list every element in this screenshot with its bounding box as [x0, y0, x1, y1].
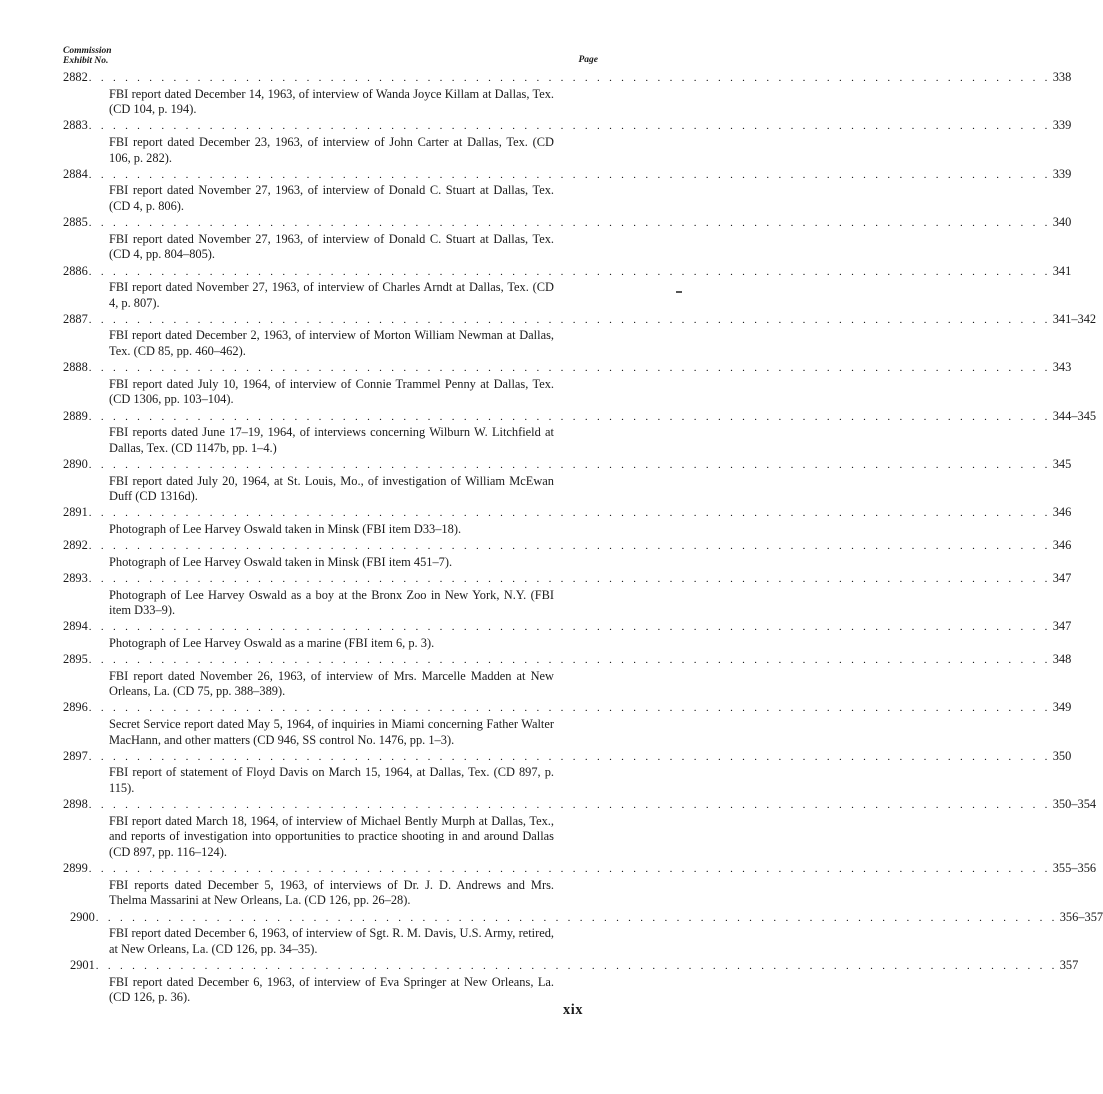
header-commission: Commission: [63, 46, 112, 56]
exhibit-entry: [63, 118, 1072, 166]
exhibit-entry: [63, 957, 1079, 1006]
exhibit-description: FBI report dated July 20, 1964, at St. Louis, Mo., of investigation of William McEwan Duff (CD 1316d).: [109, 473, 554, 504]
exhibit-number: 2895: [63, 652, 88, 667]
exhibit-entry-line: [63, 457, 1072, 474]
index-page: [63, 44, 1103, 1006]
page-folio: xix: [563, 1002, 584, 1018]
exhibit-description: FBI reports dated June 17–19, 1964, of interviews concerning Wilburn W. Litchfield at Dallas, Tex. (CD 1147b, pp. 1–4.): [109, 425, 554, 455]
dot-leader: . . . . . . . . . . . . . . . . . . . . . . . . . . . . . . . . . . . . . . . . . . . . . . . . . . . . . . . . . . . . . . . . . . . . . . . . . . . . . . . .: [88, 362, 1051, 375]
dot-leader: . . . . . . . . . . . . . . . . . . . . . . . . . . . . . . . . . . . . . . . . . . . . . . . . . . . . . . . . . . . . . . . . . . . . . . . . . . . . . . . .: [88, 540, 1051, 553]
exhibit-list: [63, 70, 1103, 1006]
exhibit-number: 2883: [63, 118, 88, 133]
exhibit-page: 349: [1052, 700, 1072, 715]
exhibit-entry-line: [63, 957, 1079, 975]
exhibit-number: 2892: [63, 538, 88, 553]
dot-leader: . . . . . . . . . . . . . . . . . . . . . . . . . . . . . . . . . . . . . . . . . . . . . . . . . . . . . . . . . . . . . . . . . . . . . . . . . . . . . . . .: [88, 654, 1051, 667]
exhibit-description: Photograph of Lee Harvey Oswald as a marine (FBI item 6, p. 3).: [109, 635, 435, 650]
exhibit-entry-line: [63, 652, 1072, 669]
dot-leader: . . . . . . . . . . . . . . . . . . . . . . . . . . . . . . . . . . . . . . . . . . . . . . . . . . . . . . . . . . . . . . . . . . . . . . . . . . . . . . . .: [88, 265, 1051, 278]
exhibit-description: FBI report dated March 18, 1964, of interview of Michael Bently Murph at Dallas, Tex., and reports of investigation into opportunities to practice shooting in and around Dallas (CD 897, pp. 116–124).: [109, 813, 554, 859]
exhibit-number: 2894: [63, 619, 88, 634]
exhibit-page: 347: [1052, 619, 1072, 634]
exhibit-number: 2899: [63, 861, 88, 876]
exhibit-description: FBI report dated November 27, 1963, of interview of Charles Arndt at Dallas, Tex. (CD 4, p. 807).: [109, 280, 554, 310]
exhibit-entry: [63, 408, 1097, 457]
exhibit-number: 2887: [63, 311, 88, 326]
exhibit-description: FBI report dated November 26, 1963, of interview of Mrs. Marcelle Madden at New Orleans, La. (CD 75, pp. 388–389).: [109, 668, 554, 699]
exhibit-entry: [63, 70, 1072, 118]
exhibit-number: 2882: [63, 70, 88, 84]
exhibit-description: FBI report dated December 14, 1963, of interview of Wanda Joyce Killam at Dallas, Tex. (CD 104, p. 194).: [109, 86, 554, 117]
dot-leader: . . . . . . . . . . . . . . . . . . . . . . . . . . . . . . . . . . . . . . . . . . . . . . . . . . . . . . . . . . . . . . . . . . . . . . . . . . . . . . . .: [88, 572, 1051, 585]
exhibit-entry: [63, 166, 1072, 215]
exhibit-page: 341: [1052, 263, 1072, 278]
dot-leader: . . . . . . . . . . . . . . . . . . . . . . . . . . . . . . . . . . . . . . . . . . . . . . . . . . . . . . . . . . . . . . . . . . . . . . . . . . . . . . . .: [88, 863, 1051, 876]
exhibit-description: FBI report dated December 6, 1963, of interview of Sgt. R. M. Davis, U.S. Army, retired, at New Orleans, La. (CD 126, pp. 34–35).: [109, 926, 554, 956]
exhibit-page: 348: [1052, 652, 1072, 667]
exhibit-page: 350–354: [1052, 797, 1097, 812]
dot-leader: . . . . . . . . . . . . . . . . . . . . . . . . . . . . . . . . . . . . . . . . . . . . . . . . . . . . . . . . . . . . . . . . . . . . . . . . . . . . . . . .: [95, 911, 1058, 924]
exhibit-entry-line: [63, 166, 1072, 184]
exhibit-entry-line: [63, 797, 1097, 814]
exhibit-description: FBI report of statement of Floyd Davis on March 15, 1964, at Dallas, Tex. (CD 897, p. 115).: [109, 765, 554, 796]
exhibit-page: 356–357: [1059, 909, 1103, 924]
exhibit-description: FBI report dated July 10, 1964, of interview of Connie Trammel Penny at Dallas, Tex. (CD 1306, pp. 103–104).: [109, 376, 554, 407]
dot-leader: . . . . . . . . . . . . . . . . . . . . . . . . . . . . . . . . . . . . . . . . . . . . . . . . . . . . . . . . . . . . . . . . . . . . . . . . . . . . . . . .: [88, 507, 1051, 520]
exhibit-number: 2886: [63, 263, 88, 278]
exhibit-page: 340: [1052, 215, 1072, 230]
dot-leader: . . . . . . . . . . . . . . . . . . . . . . . . . . . . . . . . . . . . . . . . . . . . . . . . . . . . . . . . . . . . . . . . . . . . . . . . . . . . . . . .: [88, 702, 1051, 715]
header-exhibit-no: Exhibit No.: [63, 56, 109, 66]
exhibit-entry: [63, 700, 1072, 748]
exhibit-entry-line: [63, 909, 1103, 927]
dot-leader: . . . . . . . . . . . . . . . . . . . . . . . . . . . . . . . . . . . . . . . . . . . . . . . . . . . . . . . . . . . . . . . . . . . . . . . . . . . . . . . .: [88, 750, 1051, 763]
exhibit-page: 347: [1052, 570, 1072, 585]
exhibit-entry-line: [63, 215, 1072, 232]
exhibit-entry-line: [63, 700, 1072, 717]
exhibit-entry: [63, 360, 1072, 408]
dot-leader: . . . . . . . . . . . . . . . . . . . . . . . . . . . . . . . . . . . . . . . . . . . . . . . . . . . . . . . . . . . . . . . . . . . . . . . . . . . . . . . .: [88, 410, 1051, 423]
dot-leader: . . . . . . . . . . . . . . . . . . . . . . . . . . . . . . . . . . . . . . . . . . . . . . . . . . . . . . . . . . . . . . . . . . . . . . . . . . . . . . . .: [88, 459, 1051, 471]
exhibit-entry: [63, 909, 1103, 958]
exhibit-entry-line: [63, 360, 1072, 377]
exhibit-entry: [63, 538, 1072, 570]
exhibit-entry-line: [63, 263, 1072, 281]
exhibit-entry: [63, 215, 1072, 263]
exhibit-page: 344–345: [1052, 408, 1097, 423]
header-page: Page: [578, 55, 598, 65]
exhibit-description: FBI report dated November 27, 1963, of interview of Donald C. Stuart at Dallas, Tex. (CD 4, pp. 804–805).: [109, 231, 554, 262]
exhibit-page: 343: [1052, 360, 1072, 375]
exhibit-number: 2893: [63, 570, 88, 585]
exhibit-page: 339: [1052, 166, 1072, 181]
dot-leader: . . . . . . . . . . . . . . . . . . . . . . . . . . . . . . . . . . . . . . . . . . . . . . . . . . . . . . . . . . . . . . . . . . . . . . . . . . . . . . . .: [88, 313, 1051, 326]
exhibit-number: 2885: [63, 215, 88, 230]
exhibit-page: 338: [1052, 70, 1072, 84]
exhibit-entry-line: [63, 570, 1072, 588]
exhibit-number: 2897: [63, 748, 88, 763]
exhibit-description: Secret Service report dated May 5, 1964, of inquiries in Miami concerning Father Walter MacHann, and other matters (CD 946, SS control No. 1476, pp. 1–3).: [109, 717, 554, 747]
exhibit-column-heading: [63, 46, 112, 66]
exhibit-entry-line: [63, 861, 1097, 878]
dot-leader: . . . . . . . . . . . . . . . . . . . . . . . . . . . . . . . . . . . . . . . . . . . . . . . . . . . . . . . . . . . . . . . . . . . . . . . . . . . . . . . .: [88, 120, 1051, 133]
exhibit-description: FBI report dated November 27, 1963, of interview of Donald C. Stuart at Dallas, Tex. (CD 4, p. 806).: [109, 183, 554, 213]
exhibit-number: 2898: [63, 797, 88, 812]
exhibit-entry: [63, 797, 1097, 860]
dot-leader: . . . . . . . . . . . . . . . . . . . . . . . . . . . . . . . . . . . . . . . . . . . . . . . . . . . . . . . . . . . . . . . . . . . . . . . . . . . . . . . .: [88, 621, 1051, 634]
exhibit-entry-line: [63, 70, 1072, 87]
exhibit-entry: [63, 505, 1072, 537]
exhibit-entry: [63, 652, 1072, 700]
dot-leader: . . . . . . . . . . . . . . . . . . . . . . . . . . . . . . . . . . . . . . . . . . . . . . . . . . . . . . . . . . . . . . . . . . . . . . . . . . . . . . . .: [88, 72, 1051, 84]
exhibit-entry-line: [63, 311, 1097, 329]
exhibit-page: 346: [1052, 538, 1072, 553]
dot-leader: . . . . . . . . . . . . . . . . . . . . . . . . . . . . . . . . . . . . . . . . . . . . . . . . . . . . . . . . . . . . . . . . . . . . . . . . . . . . . . . .: [88, 799, 1051, 812]
exhibit-page: 355–356: [1052, 861, 1097, 876]
exhibit-entry-line: [63, 408, 1097, 426]
exhibit-entry: [63, 457, 1072, 505]
dot-leader: . . . . . . . . . . . . . . . . . . . . . . . . . . . . . . . . . . . . . . . . . . . . . . . . . . . . . . . . . . . . . . . . . . . . . . . . . . . . . . . .: [88, 168, 1051, 181]
exhibit-entry: [63, 861, 1097, 909]
exhibit-entry-line: [63, 619, 1072, 636]
exhibit-entry-line: [63, 748, 1072, 766]
exhibit-entry: [63, 619, 1072, 651]
exhibit-entry-line: [63, 505, 1072, 522]
exhibit-number: 2901: [70, 957, 95, 972]
exhibit-entry: [63, 263, 1072, 312]
exhibit-page: 350: [1052, 748, 1072, 763]
exhibit-page: 339: [1052, 118, 1072, 133]
exhibit-number: 2896: [63, 700, 88, 715]
exhibit-number: 2889: [63, 408, 88, 423]
exhibit-description: Photograph of Lee Harvey Oswald taken in Minsk (FBI item 451–7).: [109, 554, 453, 569]
exhibit-description: Photograph of Lee Harvey Oswald taken in Minsk (FBI item D33–18).: [109, 521, 462, 536]
exhibit-description: FBI report dated December 6, 1963, of interview of Eva Springer at New Orleans, La. (CD 126, p. 36).: [109, 974, 554, 1005]
exhibit-description: FBI reports dated December 5, 1963, of interviews of Dr. J. D. Andrews and Mrs. Thelma Massarini at New Orleans, La. (CD 126, pp. 26–28).: [109, 877, 554, 908]
exhibit-entry-line: [63, 118, 1072, 135]
exhibit-description: FBI report dated December 23, 1963, of interview of John Carter at Dallas, Tex. (CD 106, p. 282).: [109, 134, 554, 165]
column-header: [63, 44, 598, 70]
exhibit-number: 2891: [63, 505, 88, 520]
exhibit-number: 2884: [63, 166, 88, 181]
exhibit-number: 2890: [63, 457, 88, 471]
dot-leader: . . . . . . . . . . . . . . . . . . . . . . . . . . . . . . . . . . . . . . . . . . . . . . . . . . . . . . . . . . . . . . . . . . . . . . . . . . . . . . . .: [95, 959, 1058, 972]
exhibit-number: 2900: [70, 909, 95, 924]
exhibit-entry: [63, 570, 1072, 619]
dot-leader: . . . . . . . . . . . . . . . . . . . . . . . . . . . . . . . . . . . . . . . . . . . . . . . . . . . . . . . . . . . . . . . . . . . . . . . . . . . . . . . .: [88, 217, 1051, 230]
exhibit-page: 341–342: [1052, 311, 1097, 326]
exhibit-description: FBI report dated December 2, 1963, of interview of Morton William Newman at Dallas, Tex. (CD 85, pp. 460–462).: [109, 328, 554, 359]
exhibit-number: 2888: [63, 360, 88, 375]
exhibit-entry-line: [63, 538, 1072, 555]
exhibit-page: 346: [1052, 505, 1072, 520]
exhibit-page: 345: [1052, 457, 1072, 471]
margin-mark: [676, 291, 682, 293]
exhibit-entry: [63, 748, 1072, 797]
exhibit-entry: [63, 311, 1097, 360]
exhibit-page: 357: [1059, 957, 1079, 972]
exhibit-description: Photograph of Lee Harvey Oswald as a boy at the Bronx Zoo in New York, N.Y. (FBI item D33–9).: [109, 587, 554, 618]
